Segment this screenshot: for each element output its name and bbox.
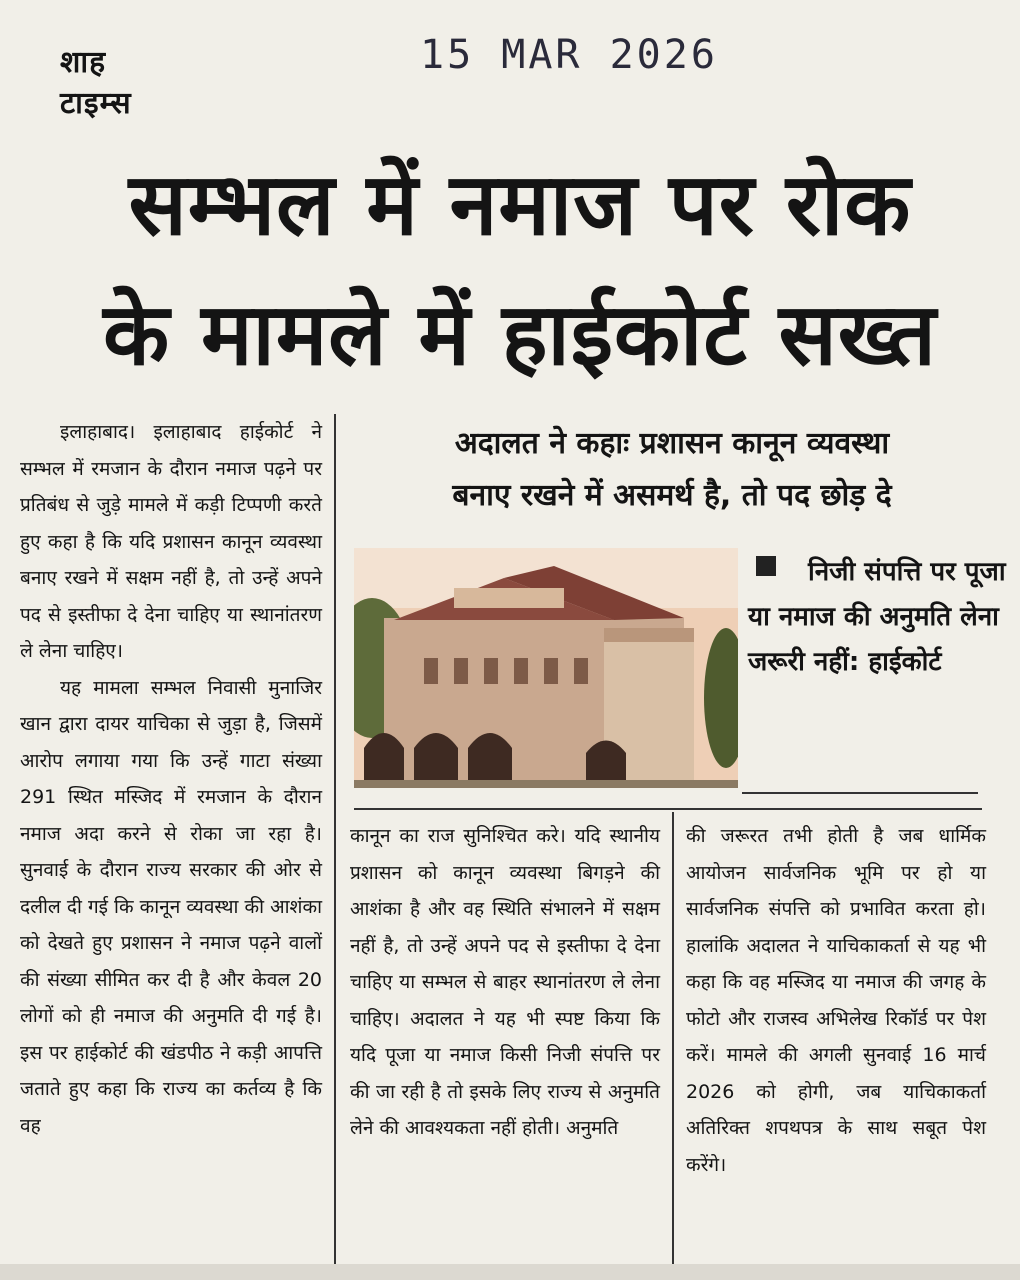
publication-date-stamp: 15 MAR 2026: [420, 32, 718, 78]
newspaper-name: शाह टाइम्स: [60, 45, 132, 121]
divider-under-photo: [354, 808, 982, 810]
subheadline-line-1: अदालत ने कहाः प्रशासन कानून व्यवस्था: [454, 426, 890, 461]
article-paragraph: कानून का राज सुनिश्चित करे। यदि स्थानीय प्रशासन को कानून व्यवस्था बिगड़ने की आशंका है और वह स्थिति संभालने में सक्षम नहीं है, तो उन्हें अपने पद से इस्तीफा दे देना चाहिए या सम्भल से बाहर स्थानांतरण ले लेना चाहिए। अदालत ने यह भी स्पष्ट किया कि यदि पूजा या नमाज किसी निजी संपत्ति पर की जा रही है तो इसके लिए राज्य से अनुमति लेने की आवश्यकता नहीं होती। अनुमति: [350, 825, 660, 1139]
headline: [40, 140, 1000, 400]
article-column-2: [350, 818, 660, 1147]
divider-under-sidebar: [742, 792, 978, 794]
article-paragraph: इलाहाबाद। इलाहाबाद हाईकोर्ट ने सम्भल में रमजान के दौरान नमाज पढ़ने पर प्रतिबंध से जुड़े मामले में कड़ी टिप्पणी करते हुए कहा है कि यदि प्रशासन कानून व्यवस्था बनाए रखने में सक्षम नहीं है, तो उन्हें अपने पद से इस्तीफा दे देना चाहिए या स्थानांतरण ले लेना चाहिए।: [20, 421, 322, 662]
bullet-square-icon: [756, 556, 776, 576]
column-divider-1: [334, 414, 336, 1264]
article-column-1: [20, 414, 322, 1144]
column-divider-2: [672, 812, 674, 1264]
sidebar-highlight: [748, 550, 1008, 685]
article-paragraph: की जरूरत तभी होती है जब धार्मिक आयोजन सार्वजनिक भूमि पर हो या सार्वजनिक संपत्ति को प्रभावित करता हो। हालांकि अदालत ने याचिकाकर्ता से यह भी कहा कि वह मस्जिद या नमाज की जगह के फोटो और राजस्व अभिलेख रिकॉर्ड पर पेश करें। मामले की अगली सुनवाई 16 मार्च 2026 को होगी, जब याचिकाकर्ता अतिरिक्त शपथपत्र के साथ सबूत पेश करेंगे।: [686, 825, 986, 1176]
page-bottom-edge: [0, 1264, 1020, 1280]
article-column-3: [686, 818, 986, 1183]
subheadline: [372, 418, 972, 522]
subheadline-line-2: बनाए रखने में असमर्थ है, तो पद छोड़ दे: [452, 478, 892, 513]
headline-line-2: के मामले में हाईकोर्ट सख्त: [103, 285, 937, 385]
article-paragraph: यह मामला सम्भल निवासी मुनाजिर खान द्वारा दायर याचिका से जुड़ा है, जिसमें आरोप लगाया गया कि उन्हें गाटा संख्या 291 स्थित मस्जिद में रमजान के दौरान नमाज अदा करने से रोका जा रहा है। सुनवाई के दौरान राज्य सरकार की ओर से दलील दी गई कि कानून व्यवस्था की आशंका को देखते हुए प्रशासन ने नमाज पढ़ने वालों की संख्या सीमित कर दी है और केवल 20 लोगों को ही नमाज की अनुमति दी गई है। इस पर हाईकोर्ट की खंडपीठ ने कड़ी आपत्ति जताते हुए कहा कि राज्य का कर्तव्य है कि वह: [20, 676, 322, 1137]
headline-line-1: सम्भल में नमाज पर रोक: [128, 155, 912, 255]
sidebar-highlight-text: निजी संपत्ति पर पूजा या नमाज की अनुमति लेना जरूरी नहीं: हाईकोर्ट: [748, 557, 1006, 677]
high-court-building-photo: [354, 548, 738, 788]
